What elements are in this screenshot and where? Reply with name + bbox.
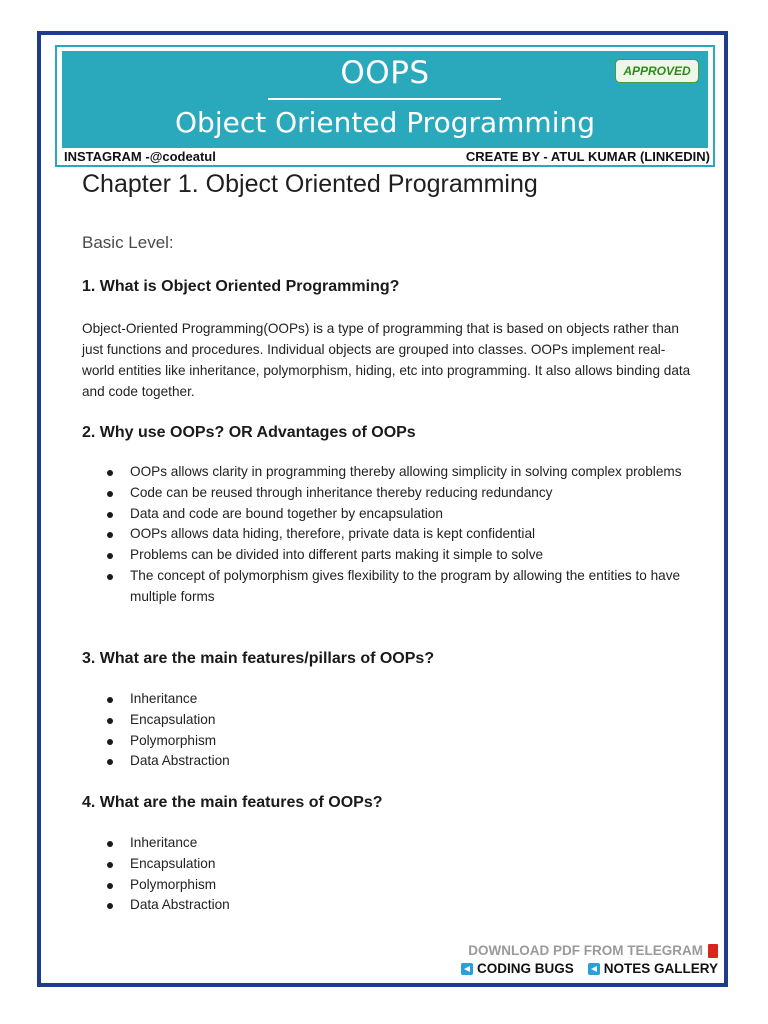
advantages-list: [82, 462, 692, 608]
banner-subtitle: Object Oriented Programming: [175, 106, 595, 139]
bullet-icon: [107, 491, 113, 497]
list-item: OOPs allows data hiding, therefore, private data is kept confidential: [82, 524, 692, 545]
list-item: OOPs allows clarity in programming thereby allowing simplicity in solving complex problems: [82, 462, 692, 483]
instagram-handle: INSTAGRAM -@codeatul: [64, 149, 216, 164]
list-item: Data Abstraction: [82, 751, 692, 772]
bullet-icon: [107, 574, 113, 580]
question-1-answer: Object-Oriented Programming(OOPs) is a type of programming that is based on objects rather than just functions and procedures. Individual objects are grouped into classes. OOPs implement real-world entities like inheritance, polymorphism, hiding, etc into programming. It also allows binding data and code together.: [82, 321, 691, 399]
bullet-icon: [107, 532, 113, 538]
credits-bar: [64, 148, 710, 166]
bullet-icon: [107, 903, 113, 909]
header-banner: [62, 51, 708, 148]
creator-credit: CREATE BY - ATUL KUMAR (LINKEDIN): [465, 149, 710, 164]
list-item: Polymorphism: [82, 731, 692, 752]
bullet-icon: [107, 883, 113, 889]
pdf-icon: [708, 944, 718, 958]
bullet-icon: [107, 718, 113, 724]
question-1-title: 1. What is Object Oriented Programming?: [82, 278, 400, 295]
list-item: Inheritance: [82, 833, 692, 854]
bullet-icon: [107, 697, 113, 703]
pillars-list: [82, 689, 692, 772]
question-4-title: 4. What are the main features of OOPs?: [82, 794, 383, 811]
banner-title: OOPS: [340, 55, 430, 91]
download-link[interactable]: [468, 943, 718, 958]
bullet-icon: [107, 553, 113, 559]
list-item: The concept of polymorphism gives flexibility to the program by allowing the entities to have multiple forms: [82, 566, 692, 608]
level-heading: Basic Level:: [82, 233, 174, 252]
list-item: Data Abstraction: [82, 895, 692, 916]
question-3-title: 3. What are the main features/pillars of OOPs?: [82, 650, 435, 667]
channel-notes-gallery[interactable]: NOTES GALLERY: [603, 961, 718, 976]
bullet-icon: [107, 841, 113, 847]
telegram-icon: [588, 963, 600, 975]
list-item: Encapsulation: [82, 854, 692, 875]
question-2-title: 2. Why use OOPs? OR Advantages of OOPs: [82, 424, 416, 441]
list-item: Problems can be divided into different parts making it simple to solve: [82, 545, 692, 566]
telegram-channels: [461, 961, 718, 976]
features-list: [82, 833, 692, 916]
telegram-icon: [461, 963, 473, 975]
chapter-heading: Chapter 1. Object Oriented Programming: [82, 170, 538, 198]
approved-badge: APPROVED: [615, 59, 699, 83]
bullet-icon: [107, 512, 113, 518]
list-item: Data and code are bound together by encapsulation: [82, 504, 692, 525]
bullet-icon: [107, 739, 113, 745]
bullet-icon: [107, 470, 113, 476]
bullet-icon: [107, 759, 113, 765]
download-label: DOWNLOAD PDF FROM TELEGRAM: [468, 943, 703, 958]
channel-coding-bugs[interactable]: CODING BUGS: [476, 961, 574, 976]
list-item: Polymorphism: [82, 875, 692, 896]
bullet-icon: [107, 862, 113, 868]
banner-divider: [268, 98, 501, 100]
list-item: Inheritance: [82, 689, 692, 710]
list-item: Code can be reused through inheritance thereby reducing redundancy: [82, 483, 692, 504]
list-item: Encapsulation: [82, 710, 692, 731]
